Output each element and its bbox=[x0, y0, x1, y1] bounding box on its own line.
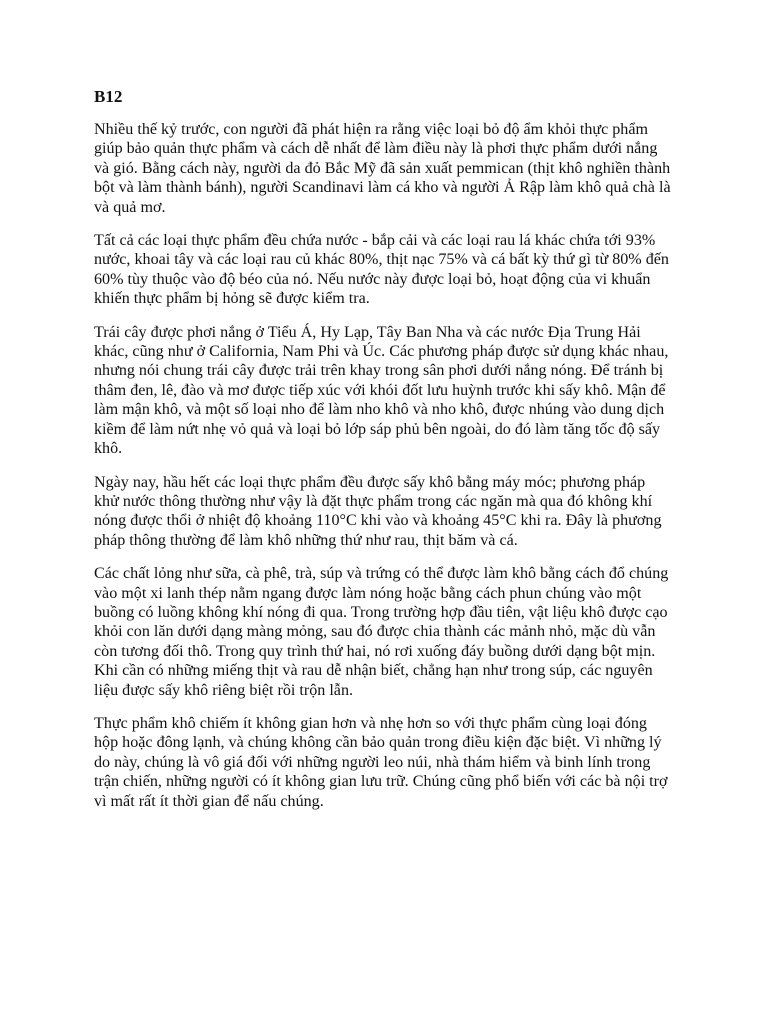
paragraph-dried-food-benefits: Thực phẩm khô chiếm ít không gian hơn và nhẹ hơn so với thực phẩm cùng loại đóng hộp hoặc đông lạnh, và chúng không cần bảo quản trong điều kiện đặc biệt. Vì những lý do này, chúng là vô giá đối với những người leo núi, nhà thám hiểm và binh lính trong trận chiến, những người có ít không gian lưu trữ. Chúng cũng phổ biến với các bà nội trợ vì mất rất ít thời gian để nấu chúng. bbox=[94, 714, 668, 810]
paragraph-liquid-drying: Các chất lỏng như sữa, cà phê, trà, súp và trứng có thể được làm khô bằng cách đổ chúng vào một xi lanh thép nằm ngang được làm nóng hoặc bằng cách phun chúng vào một buồng có luồng không khí nóng đi qua. Trong trường hợp đầu tiên, vật liệu khô được cạo khỏi con lăn dưới dạng màng mỏng, sau đó được chia thành các mảnh nhỏ, mặc dù vẫn còn tương đối thô. Trong quy trình thứ hai, nó rơi xuống đáy buồng dưới dạng bột mịn. Khi cần có những miếng thịt và rau dễ nhận biết, chẳng hạn như trong súp, các nguyên liệu được sấy khô riêng biệt rồi trộn lẫn. bbox=[94, 565, 669, 699]
paragraph-drying-history: Nhiều thế kỷ trước, con người đã phát hiện ra rằng việc loại bỏ độ ẩm khỏi thực phẩm giúp bảo quản thực phẩm và cách dễ nhất để làm điều này là phơi thực phẩm dưới nắng và gió. Bằng cách này, người da đỏ Bắc Mỹ đã sản xuất pemmican (thịt khô nghiền thành bột và làm thành bánh), người Scandinavi làm cá kho và người Ả Rập làm khô quả chà là và quả mơ. bbox=[94, 121, 671, 216]
document-heading: B12 bbox=[94, 87, 123, 106]
paragraph-sun-dried-fruit: Trái cây được phơi nắng ở Tiểu Á, Hy Lạp, Tây Ban Nha và các nước Địa Trung Hải khác, cũng như ở California, Nam Phi và Úc. Các phương pháp được sử dụng khác nhau, nhưng nói chung trái cây được trải trên khay trong sân phơi dưới nắng nóng. Để tránh bị thâm đen, lê, đào và mơ được tiếp xúc với khói đốt lưu huỳnh trước khi sấy khô. Mận để làm mận khô, và một số loại nho để làm nho khô và nho khô, được nhúng vào dung dịch kiềm để làm nứt nhẹ vỏ quả và loại bỏ lớp sáp phủ bên ngoài, do đó làm tăng tốc độ sấy khô. bbox=[94, 323, 669, 458]
paragraph-machine-drying: Ngày nay, hầu hết các loại thực phẩm đều được sấy khô bằng máy móc; phương pháp khử nước thông thường như vậy là đặt thực phẩm trong các ngăn mà qua đó không khí nóng được thổi ở nhiệt độ khoảng 110°C khi vào và khoảng 45°C khi ra. Đây là phương pháp thông thường để làm khô những thứ như rau, thịt băm và cá. bbox=[94, 473, 662, 549]
paragraph-water-content: Tất cả các loại thực phẩm đều chứa nước - bắp cải và các loại rau lá khác chứa tới 93% nước, khoai tây và các loại rau củ khác 80%, thịt nạc 75% và cá bất kỳ thứ gì từ 80% đến 60% tùy thuộc vào độ béo của nó. Nếu nước này được loại bỏ, hoạt động của vi khuẩn khiến thực phẩm bị hỏng sẽ được kiểm tra. bbox=[94, 232, 669, 308]
